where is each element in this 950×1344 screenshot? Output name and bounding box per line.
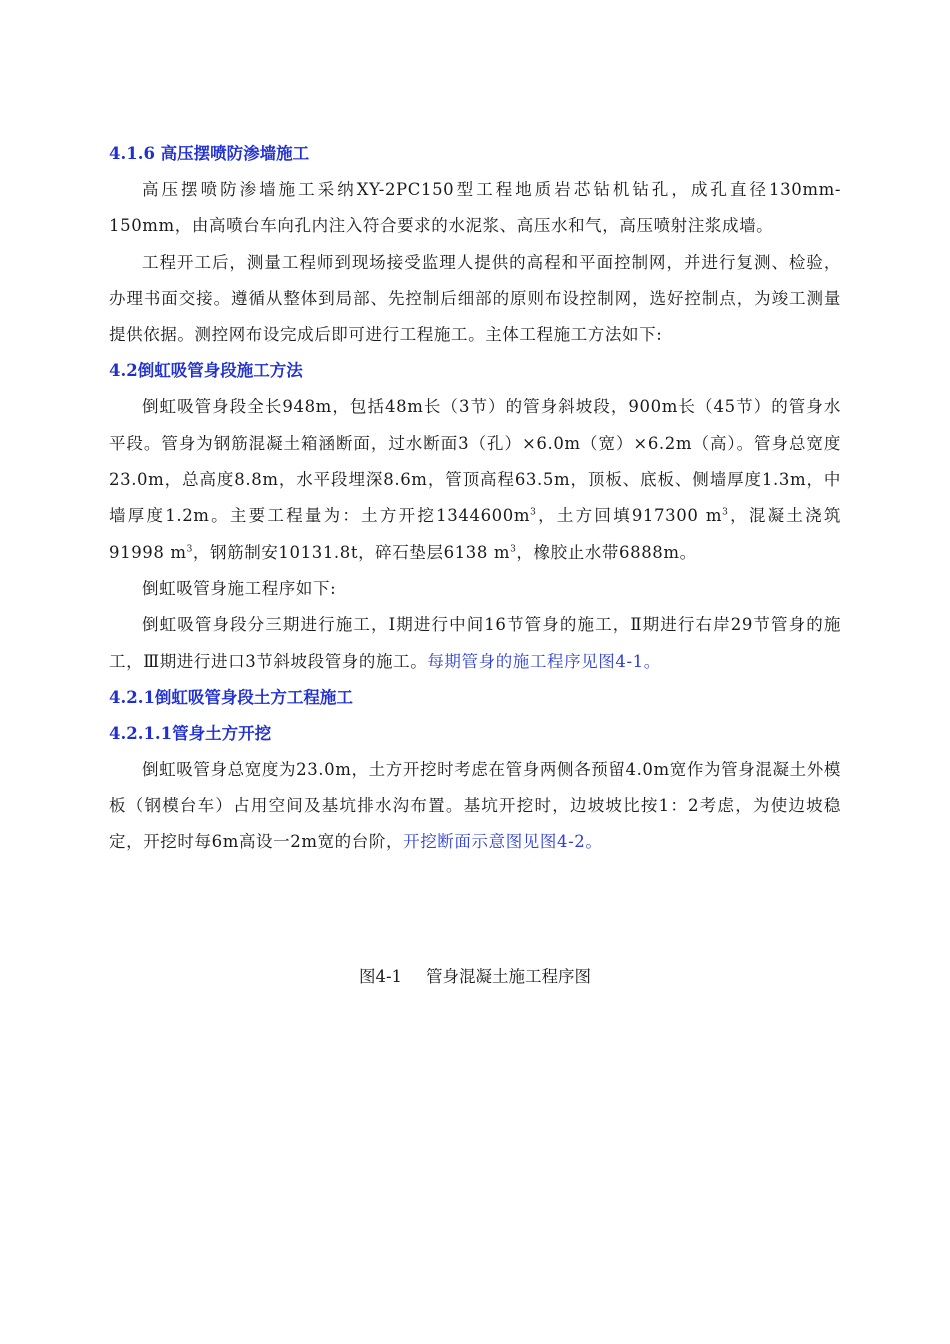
text-run: ，土方回填917300 m: [536, 506, 723, 526]
text-run: ，橡胶止水带6888m。: [516, 542, 697, 562]
text-run: ，混凝土浇筑91998 m: [109, 506, 841, 562]
paragraph-earth-excavation: [109, 752, 841, 861]
section-heading-4-2-1: 4.2.1倒虹吸管身段土方工程施工: [109, 687, 353, 707]
figure-number: 图4-1: [358, 967, 403, 986]
paragraph-procedure-intro: 倒虹吸管身施工程序如下:: [142, 578, 337, 598]
section-heading-4-1-6: 4.1.6 高压摆喷防渗墙施工: [109, 144, 310, 163]
paragraph-siphon-dimensions: [109, 389, 841, 570]
section-heading-4-2: 4.2倒虹吸管身段施工方法: [109, 361, 303, 381]
text-run: 倒虹吸管身段分三期进行施工，Ⅰ期进行中间16节管身的施工，Ⅱ期进行右岸29节管身的施工，Ⅲ期进行进口3节斜坡段管身的施工。: [109, 615, 841, 671]
figure-caption: [0, 962, 950, 992]
superscript: 3: [722, 507, 729, 518]
figure-reference-link[interactable]: 每期管身的施工程序见图4-1。: [427, 651, 661, 671]
superscript: 3: [186, 544, 193, 555]
section-heading-4-2-1-1: 4.2.1.1管身土方开挖: [109, 723, 272, 743]
paragraph-jet-grouting: 高压摆喷防渗墙施工采纳XY-2PC150型工程地质岩芯钻机钻孔，成孔直径130mm-150mm，由高喷台车向孔内注入符合要求的水泥浆、高压水和气，高压喷射注浆成墙。: [109, 180, 841, 236]
superscript: 3: [530, 507, 537, 518]
superscript: 3: [510, 544, 517, 555]
document-body: [109, 136, 841, 861]
figure-title: 管身混凝土施工程序图: [426, 967, 592, 986]
figure-reference-link[interactable]: 开挖断面示意图见图4-2。: [403, 832, 603, 852]
text-run: 倒虹吸管身总宽度为23.0m，土方开挖时考虑在管身两侧各预留4.0m宽作为管身混凝土外模板（钢模台车）占用空间及基坑排水沟布置。基坑开挖时，边坡坡比按1：2考虑，为使边坡稳定，开挖时每6m高设一2m宽的台阶，: [109, 759, 841, 852]
paragraph-construction-phases: [109, 607, 841, 680]
text-run: 倒虹吸管身段全长948m，包括48m长（3节）的管身斜坡段，900m长（45节）的管身水平段。管身为钢筋混凝土箱涵断面，过水断面3（孔）×6.0m（宽）×6.2m（高）。管身总宽度23.0m，总高度8.8m，水平段埋深8.6m，管顶高程63.5m，顶板、底板、侧墙厚度1.3m，中墙厚度1.2m。主要工程量为：土方开挖1344600m: [109, 397, 841, 526]
text-run: ，钢筋制安10131.8t，碎石垫层6138 m: [192, 542, 511, 562]
paragraph-survey-control: 工程开工后，测量工程师到现场接受监理人提供的高程和平面控制网，并进行复测、检验，办理书面交接。遵循从整体到局部、先控制后细部的原则布设控制网，选好控制点，为竣工测量提供依据。测控网布设完成后即可进行工程施工。主体工程施工方法如下:: [109, 252, 841, 345]
